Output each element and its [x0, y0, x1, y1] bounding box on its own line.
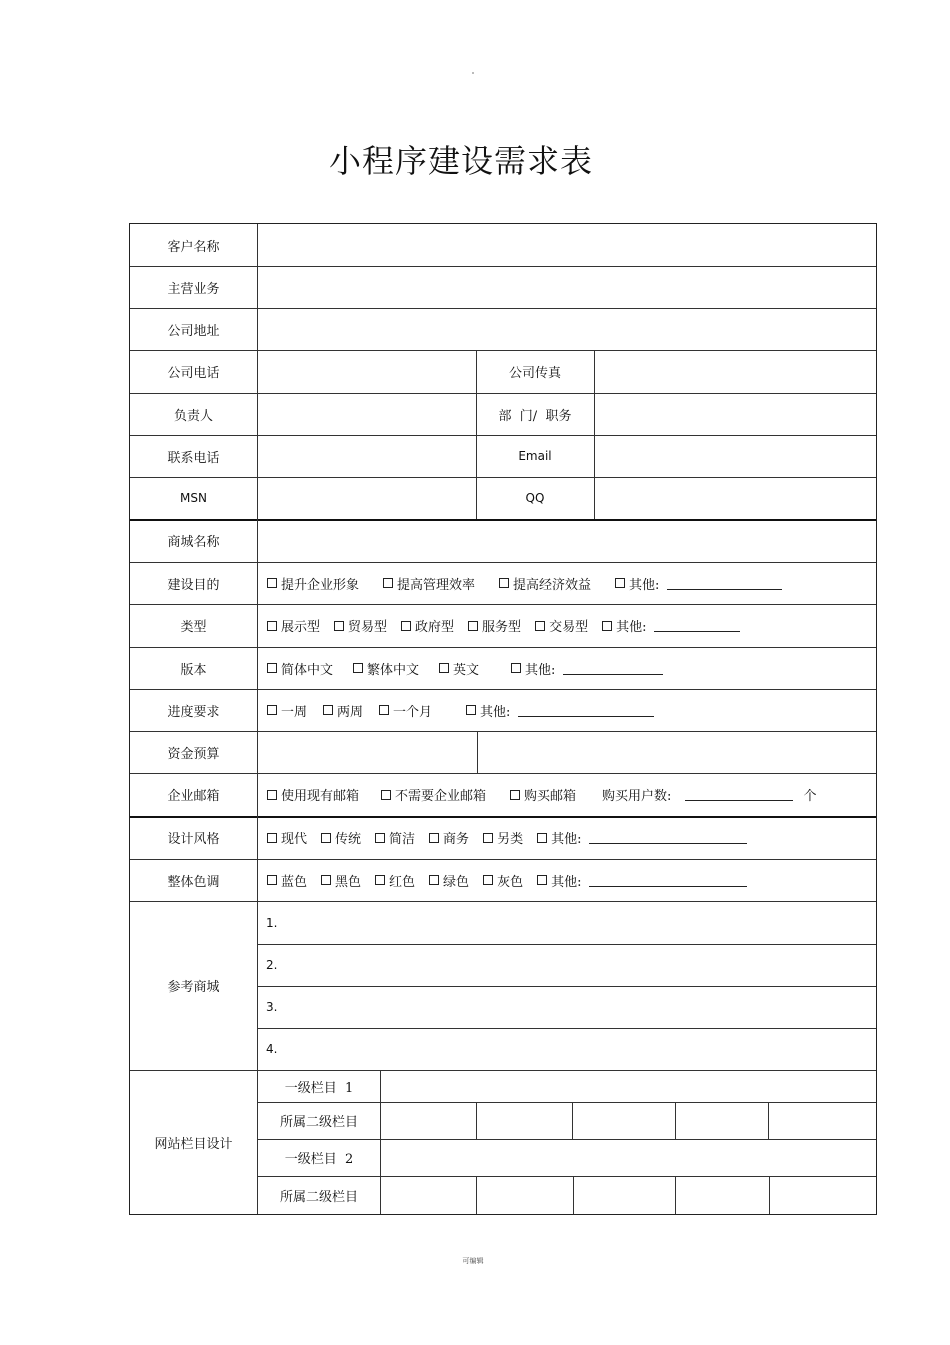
label-reference-mall: 参考商城	[167, 980, 220, 995]
checkbox-icon[interactable]	[267, 621, 277, 631]
checkbox-icon[interactable]	[267, 578, 277, 588]
option[interactable]: 蓝色	[267, 871, 307, 890]
label-company-fax: 公司传真	[508, 366, 561, 381]
option[interactable]: 红色	[375, 871, 415, 890]
option[interactable]: 政府型	[401, 616, 454, 635]
contact-phone-field[interactable]	[258, 435, 476, 477]
option[interactable]: 提高经济效益	[499, 574, 591, 593]
option[interactable]: 黑色	[321, 871, 361, 890]
checkbox-icon[interactable]	[381, 790, 391, 800]
option[interactable]: 贸易型	[334, 616, 387, 635]
level2-column-2-label: 所属二级栏目	[279, 1189, 358, 1205]
checkbox-icon[interactable]	[429, 833, 439, 843]
mail-count-blank-line[interactable]	[685, 788, 793, 801]
option[interactable]: 简洁	[375, 828, 415, 847]
type-options	[258, 604, 740, 647]
label-email: Email	[518, 449, 552, 463]
checkbox-icon[interactable]	[511, 663, 521, 673]
checkbox-icon[interactable]	[535, 621, 545, 631]
option-other[interactable]: 其他:	[537, 871, 581, 890]
checkbox-icon[interactable]	[468, 621, 478, 631]
company-fax-field[interactable]	[595, 350, 876, 393]
checkbox-icon[interactable]	[375, 833, 385, 843]
mail-count-unit: 个	[803, 789, 817, 804]
person-in-charge-field[interactable]	[258, 393, 476, 435]
reference-item-2[interactable]: 2.	[266, 958, 278, 972]
option[interactable]: 提升企业形象	[267, 574, 359, 593]
label-customer-name: 客户名称	[167, 239, 220, 255]
mail-count-label: 购买用户数:	[602, 789, 672, 804]
option-other[interactable]: 其他:	[537, 828, 581, 847]
label-version: 版本	[180, 662, 207, 678]
label-budget: 资金预算	[167, 746, 220, 762]
label-msn: MSN	[180, 491, 207, 505]
qq-field[interactable]	[595, 477, 876, 519]
option[interactable]: 两周	[323, 701, 363, 720]
footer-note: 可编辑	[462, 1257, 484, 1265]
schedule-options	[258, 689, 654, 731]
option[interactable]: 简体中文	[267, 659, 333, 678]
checkbox-icon[interactable]	[383, 578, 393, 588]
email-field[interactable]	[595, 435, 876, 477]
color-tone-options	[258, 859, 747, 901]
option[interactable]: 购买邮箱	[510, 785, 576, 804]
label-contact-phone: 联系电话	[167, 450, 220, 466]
level1-column-2-label: 一级栏目 2	[284, 1152, 354, 1167]
label-company-address: 公司地址	[167, 323, 220, 339]
option[interactable]: 不需要企业邮箱	[381, 785, 486, 804]
msn-field[interactable]	[258, 477, 476, 519]
option[interactable]: 一个月	[379, 701, 432, 720]
level2-column-1-label: 所属二级栏目	[279, 1115, 358, 1130]
budget-extra-field[interactable]	[478, 731, 876, 773]
checkbox-icon[interactable]	[537, 833, 547, 843]
checkbox-icon[interactable]	[466, 705, 476, 715]
reference-item-4[interactable]: 4.	[266, 1042, 278, 1056]
checkbox-icon[interactable]	[439, 663, 449, 673]
label-site-columns: 网站栏目设计	[154, 1136, 233, 1152]
checkbox-icon[interactable]	[321, 875, 331, 885]
reference-item-3[interactable]: 3.	[266, 1000, 278, 1014]
checkbox-icon[interactable]	[267, 875, 277, 885]
design-style-options	[258, 816, 747, 859]
checkbox-icon[interactable]	[537, 875, 547, 885]
option[interactable]: 展示型	[267, 616, 320, 635]
checkbox-icon[interactable]	[375, 875, 385, 885]
main-business-field[interactable]	[258, 266, 876, 308]
label-color-tone: 整体色调	[167, 874, 220, 890]
option[interactable]: 另类	[483, 828, 523, 847]
label-dept-position: 部 门/ 职务	[498, 408, 572, 424]
checkbox-icon[interactable]	[401, 621, 411, 631]
other-blank-line[interactable]	[563, 662, 663, 675]
checkbox-icon[interactable]	[267, 705, 277, 715]
level1-column-1-label: 一级栏目 1	[284, 1080, 354, 1096]
option-other[interactable]: 其他:	[466, 701, 510, 720]
label-company-phone: 公司电话	[167, 366, 220, 381]
page-marker-dot	[472, 72, 474, 74]
label-schedule: 进度要求	[167, 704, 220, 720]
checkbox-icon[interactable]	[267, 663, 277, 673]
checkbox-icon[interactable]	[353, 663, 363, 673]
checkbox-icon[interactable]	[499, 578, 509, 588]
option[interactable]: 交易型	[535, 616, 588, 635]
option[interactable]: 现代	[267, 828, 307, 847]
option-other[interactable]: 其他:	[602, 616, 646, 635]
budget-field[interactable]	[258, 731, 477, 773]
checkbox-icon[interactable]	[334, 621, 344, 631]
requirements-form	[129, 223, 877, 1215]
company-address-field[interactable]	[258, 308, 876, 350]
checkbox-icon[interactable]	[615, 578, 625, 588]
option[interactable]: 提高管理效率	[383, 574, 475, 593]
mall-name-field[interactable]	[258, 519, 876, 562]
option[interactable]: 绿色	[429, 871, 469, 890]
checkbox-icon[interactable]	[483, 875, 493, 885]
page-title: 小程序建设需求表	[328, 142, 593, 180]
option[interactable]: 商务	[429, 828, 469, 847]
label-mall-name: 商城名称	[167, 535, 220, 550]
version-options	[258, 647, 663, 689]
option[interactable]: 一周	[267, 701, 307, 720]
option-other[interactable]: 其他:	[615, 574, 659, 593]
checkbox-icon[interactable]	[510, 790, 520, 800]
label-purpose: 建设目的	[167, 577, 220, 593]
label-person-in-charge: 负责人	[173, 408, 213, 424]
option[interactable]: 灰色	[483, 871, 523, 890]
dept-position-field[interactable]	[595, 393, 876, 435]
label-qq: QQ	[525, 491, 545, 505]
checkbox-icon[interactable]	[602, 621, 612, 631]
customer-name-field[interactable]	[258, 224, 876, 266]
checkbox-icon[interactable]	[483, 833, 493, 843]
option[interactable]: 繁体中文	[353, 659, 419, 678]
option[interactable]: 使用现有邮箱	[267, 785, 359, 804]
other-blank-line[interactable]	[667, 577, 782, 590]
checkbox-icon[interactable]	[379, 705, 389, 715]
label-design-style: 设计风格	[167, 832, 220, 847]
other-blank-line[interactable]	[518, 704, 654, 717]
option[interactable]: 服务型	[468, 616, 521, 635]
purpose-options	[258, 562, 782, 604]
label-enterprise-mail: 企业邮箱	[167, 789, 220, 804]
reference-item-1[interactable]: 1.	[266, 915, 278, 930]
other-blank-line[interactable]	[589, 831, 747, 844]
option-other[interactable]: 其他:	[511, 659, 555, 678]
other-blank-line[interactable]	[654, 619, 740, 632]
company-phone-field[interactable]	[258, 350, 476, 393]
option[interactable]: 英文	[439, 659, 479, 678]
checkbox-icon[interactable]	[267, 833, 277, 843]
option[interactable]: 传统	[321, 828, 361, 847]
enterprise-mail-options	[258, 773, 816, 816]
checkbox-icon[interactable]	[321, 833, 331, 843]
checkbox-icon[interactable]	[323, 705, 333, 715]
other-blank-line[interactable]	[589, 874, 747, 887]
checkbox-icon[interactable]	[267, 790, 277, 800]
checkbox-icon[interactable]	[429, 875, 439, 885]
label-type: 类型	[180, 620, 207, 635]
label-main-business: 主营业务	[167, 281, 220, 297]
